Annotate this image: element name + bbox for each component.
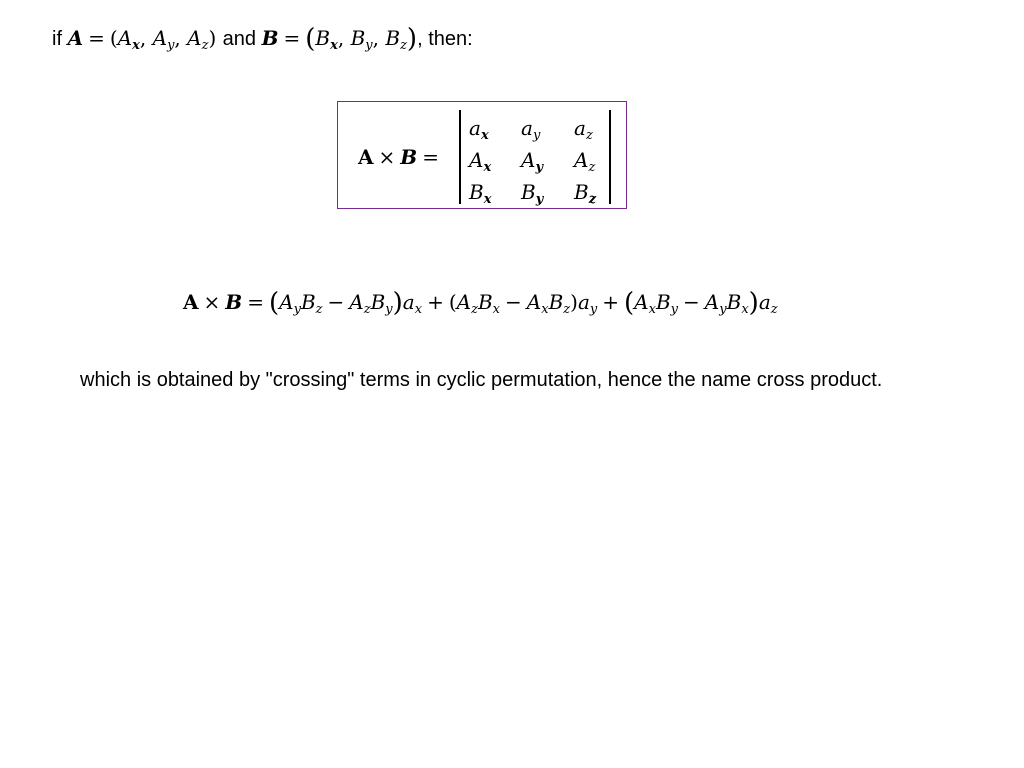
determinant-formula-box (337, 101, 627, 209)
expansion-term-z: $(A_xB_y - A_yB_x)a_z$ (624, 288, 778, 318)
matrix-cell-r2-c3: $A_z$ (574, 148, 596, 175)
cross-product-expansion: $A \times B = (A_yB_z - A_zB_y)a_x + (A_zB_x - A_xB_z)a_y + (A_xB_y - A_yB_x)a_z$ (183, 288, 778, 318)
vector-b-definition: $B = (B_x$, $B_y$, $B_z$) (261, 24, 418, 54)
matrix-cell-r2-c1: $A_x$ (469, 148, 492, 175)
matrix-cell-r3-c2: $B_y$ (521, 180, 544, 207)
vector-a-definition: $A = (A_x$, $A_y$, $A_z$) (67, 26, 217, 53)
matrix-cell-r1-c1: $a_x$ (469, 116, 489, 143)
matrix-cell-r1-c2: $a_y$ (521, 116, 541, 143)
determinant-matrix (459, 110, 611, 207)
explanation-paragraph: which is obtained by "crossing" terms in cyclic permutation, hence the name cross product. (80, 369, 883, 391)
intro-line (52, 24, 473, 54)
matrix-cell-r1-c3: $a_z$ (574, 116, 593, 143)
intro-and-text: and (222, 28, 256, 50)
expansion-term-x: $(A_yB_z - A_zB_y)a_x$ (268, 288, 423, 318)
determinant-lhs: A × B = (358, 145, 439, 169)
matrix-cell-r3-c3: $B_z$ (574, 180, 597, 207)
expansion-term-y: $(A_zB_x - A_xB_z)a_y$ (448, 290, 598, 317)
matrix-cell-r2-c2: $A_y$ (521, 148, 544, 175)
matrix-cell-r3-c1: $B_x$ (469, 180, 492, 207)
intro-if-text: if (52, 28, 62, 50)
intro-then-text: , then: (417, 28, 473, 50)
